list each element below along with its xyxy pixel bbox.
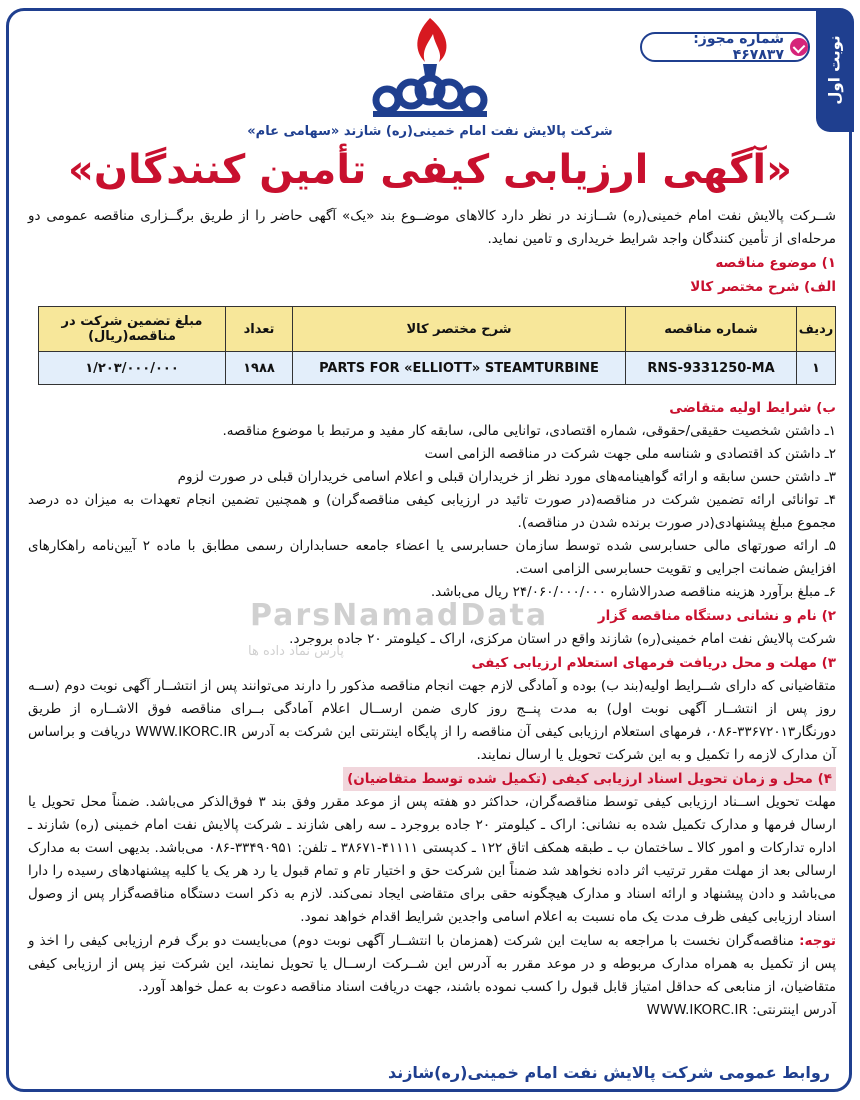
section-2-heading: ۲) نام و نشانی دستگاه مناقصه گزار <box>597 608 836 624</box>
check-badge-icon <box>790 38 808 56</box>
website-label: آدرس اینترنتی: <box>752 1002 836 1018</box>
condition-item: ۱ـ داشتن شخصیت حقیقی/حقوقی، شماره اقتصادی، توانایی مالی، سابقه کار مفید و مرتبط با موضوع مناقصه. <box>222 423 836 439</box>
company-name: شرکت پالایش نفت امام خمینی(ره) شازند «سهامی عام» <box>247 124 613 139</box>
col-header: شرح مختصر کالا <box>293 307 626 352</box>
condition-item: ۵ـ ارائه صورتهای مالی حسابرسی شده توسط سازمان حسابرسی یا اعضاء جامعه حسابداران رسمی مطابق با ماده ۲ آیین‌نامه راهکارهای افزایش ضمانت اجرایی و تقویت حسابرسی الزامی است. <box>28 538 836 577</box>
section-2-text: شرکت پالایش نفت امام خمینی(ره) شازند واقع در استان مرکزی، اراک ـ کیلومتر ۲۰ جاده بروجرد. <box>289 631 836 647</box>
ad-title: «آگهی ارزیابی کیفی تأمین کنندگان» <box>68 147 792 193</box>
website-link[interactable]: WWW.IKORC.IR <box>646 1002 748 1018</box>
col-header: شماره مناقصه <box>626 307 797 352</box>
section-b-heading: ب) شرایط اولیه متقاضی <box>669 400 836 416</box>
condition-item: ۳ـ داشتن حسن سابقه و ارائه گواهینامه‌های مورد نظر از خریداران قبلی و اعلام اسامی خریداران قبلی در صورت لزوم <box>177 469 836 485</box>
permit-number: شماره مجوز: ۴۶۷۸۳۷ <box>693 31 784 63</box>
table-cell: PARTS FOR «ELLIOTT» STEAMTURBINE <box>293 352 626 385</box>
permit-badge <box>640 32 810 62</box>
issue-tab <box>816 8 854 132</box>
watermark: ParsNamadData <box>250 598 549 633</box>
section-3-text: متقاضیانی که دارای شــرایط اولیه(بند ب) بوده و آمادگی لازم جهت انجام مناقصه مذکور را دارند می‌توانند پس از انتشــار آگهی نوبت دوم (ســه روز پس از انتشــار آگهی نوبت اول) به مدت پنــج روز کاری ضمن ارســال اعلام آمادگی بــرای مناقصه فوق الاشــاره از طریق دورنگار۳۳۶۷۲۰۱۳-۰۸۶، فرمهای استعلام ارزیابی کیفی آن مناقصه را از پایگاه اینترنتی این شرکت به آدرس WWW.IKORC.IR دریافت و براساس آن مدارک لازمه را تکمیل و به این شرکت تحویل یا ارسال نمایند. <box>28 678 836 763</box>
issue-tab-label: نوبت اول <box>826 35 845 105</box>
flame-icon <box>417 18 446 62</box>
note-label: توجه: <box>799 933 836 949</box>
table-cell: ۱ <box>797 352 836 385</box>
company-logo <box>365 14 495 124</box>
section-3-heading: ۳) مهلت و محل دریافت فرمهای استعلام ارزیابی کیفی <box>471 655 836 671</box>
table-cell: ۱/۲۰۳/۰۰۰/۰۰۰ <box>39 352 226 385</box>
col-header: تعداد <box>226 307 293 352</box>
col-header: مبلغ تضمین شرکت در مناقصه(ریال) <box>39 307 226 352</box>
section-4-heading: ۴) محل و زمان تحویل اسناد ارزیابی کیفی (تکمیل شده توسط متقاضیان) <box>343 767 836 791</box>
section-1a-heading: الف) شرح مختصر کالا <box>690 279 836 295</box>
condition-item: ۴ـ توانائی ارائه تضمین شرکت در مناقصه(در صورت تائید در ارزیابی کیفی مناقصه‌گران) و همچنین تضمین انجام تعهدات به میزان ده درصد مجموع مبلغ پیشنهادی(در صورت برنده شدن در مناقصه). <box>28 492 836 531</box>
section-4-text: مهلت تحویل اســناد ارزیابی کیفی توسط مناقصه‌گران، حداکثر دو هفته پس از موعد مقرر وفق بند ۳ فوق‌الذکر می‌باشد. ضمناً محل تحویل یا ارسال فرمها و مدارک تکمیل شده به نشانی: اراک ـ کیلومتر ۲۰ جاده بروجرد ـ سه راهی شازند ـ شرکت پالایش نفت امام خمینی (ره) شازند ـ اداره تدارکات و امور کالا ـ ساختمان ب ـ طبقه همکف اتاق ۱۲۲ ـ کدپستی ۴۱۱۱۱-۳۸۶۷۱ ـ تلفن: ۳۳۴۹۰۹۵۱-۰۸۶ می‌باشد. بدیهی است به مدارک ارسالی بعد از مهلت مقرر ترتیب اثر داده نخواهد شد ضمناً این شرکت حق و اختیار تام و تمام قبول یا رد هر یک یا کلیه پیشنهادهای رسیده را دارا می‌باشد و دادن پیشنهاد و ارائه اسناد و مدارک هیچگونه حقی برای متقاضی ایجاد نمی‌کند. لازم به ذکر است دستگاه مناقصه‌گزار پس از وصول اسناد ارزیابی کیفی ظرف مدت یک ماه نسبت به اعلام اسامی واجدین شرایط اقدام خواهد نمود. <box>28 794 837 925</box>
footer-public-relations: روابط عمومی شرکت پالایش نفت امام خمینی(ره)شازند <box>387 1063 830 1082</box>
body-block <box>28 396 836 1022</box>
col-header: ردیف <box>797 307 836 352</box>
note-text: مناقصه‌گران نخست با مراجعه به سایت این شرکت (همزمان با انتشــار آگهی نوبت دوم) می‌بایست دو برگ فرم ارزیابی کیفی را اخذ و پس از تکمیل به همراه مدارک مربوطه و در موعد مقرر به آدرس این شــرکت ارســال یا تحویل نمایند، این شرکت نیز پس از ارزیابی کیفی متقاضیان، از منابعی که حداقل امتیاز قابل قبول را کسب نموده باشند، جهت دریافت اسناد مناقصه دعوت به عمل خواهد آورد. <box>28 933 836 995</box>
note-paragraph <box>28 929 836 999</box>
website-line <box>28 999 836 1022</box>
section-1-heading: ۱) موضوع مناقصه <box>715 255 836 271</box>
intro-block <box>28 205 836 299</box>
items-table <box>38 306 836 385</box>
condition-item: ۲ـ داشتن کد اقتصادی و شناسه ملی جهت شرکت در مناقصه الزامی است <box>424 446 836 462</box>
condition-item: ۶ـ مبلغ برآورد هزینه مناقصه صدرالاشاره ۲۴/۰۶۰/۰۰۰/۰۰۰ ریال می‌باشد. <box>430 584 836 600</box>
table-cell: RNS-9331250-MA <box>626 352 797 385</box>
watermark-sub: پارس نماد داده ها <box>248 644 344 659</box>
table-cell: ۱۹۸۸ <box>226 352 293 385</box>
table-row <box>39 352 836 385</box>
intro-text: شــرکت پالایش نفت امام خمینی(ره) شــازند در نظر دارد کالاهای موضــوع بند «یک» آگهی حاضر را از طریق برگــزاری مناقصه عمومی دو مرحله‌ای از تأمین کنندگان واجد شرایط خریداری و تامین نماید. <box>28 208 836 247</box>
